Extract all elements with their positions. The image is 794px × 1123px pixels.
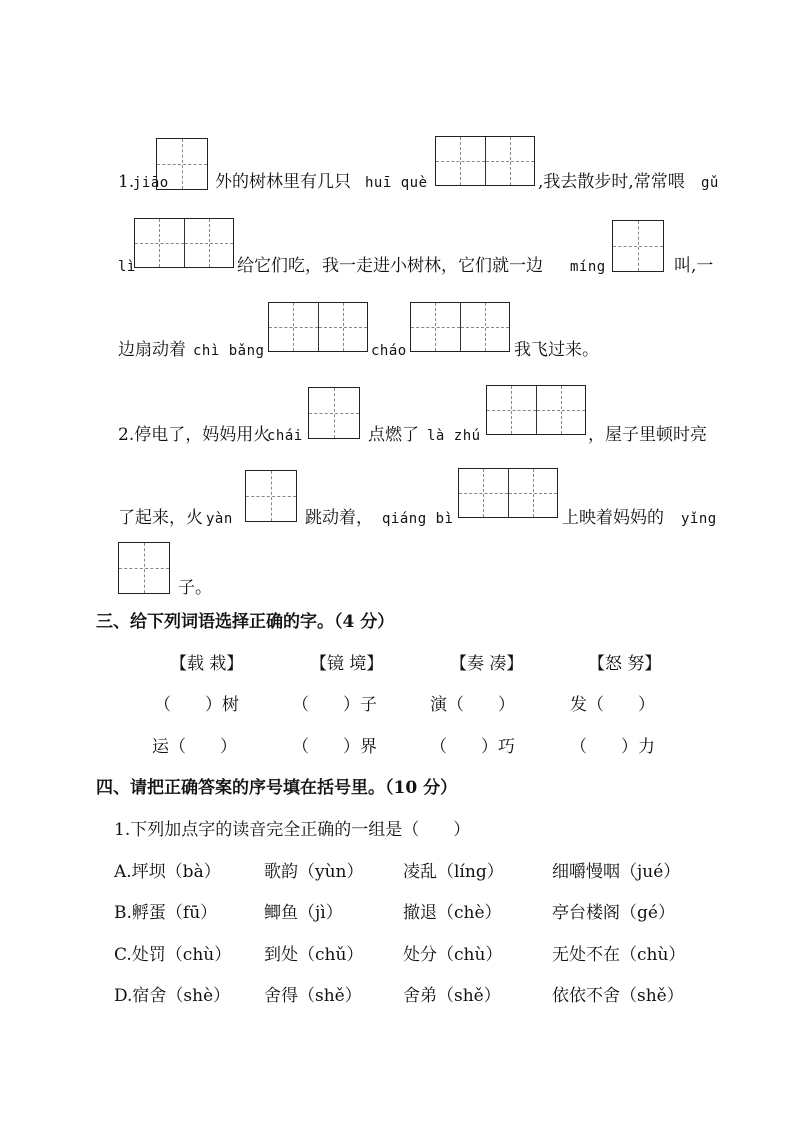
q1-writing-box-chibang[interactable] — [268, 302, 368, 352]
q1-writing-box-chao[interactable] — [410, 302, 510, 352]
q2-pinyin-chai: chái — [267, 428, 303, 444]
q1-text-2: ,我去散步时,常常喂 — [538, 172, 685, 192]
section3-group: 【奏 凑】 — [450, 654, 524, 674]
section3-group: 【载 栽】 — [170, 654, 244, 674]
section3-blank-item[interactable]: 运（ ） — [152, 737, 237, 757]
section3-blank-item[interactable]: （ ）子 — [292, 695, 377, 715]
option-d-word-1: D.宿舍（shè） — [114, 986, 231, 1006]
q1-pinyin-jiao: jiāo — [133, 175, 169, 191]
q2-pinyin-lazhu: là zhú — [427, 428, 481, 444]
option-c-word-1: C.处罚（chù） — [114, 945, 232, 965]
q1-pinyin-ming: míng — [570, 259, 606, 275]
q2-writing-box-yan[interactable] — [245, 470, 297, 522]
q2-text-7: 子。 — [178, 578, 212, 598]
option-b-word-1: B.孵蛋（fū） — [114, 903, 218, 923]
q2-text-2: 点燃了 — [368, 425, 419, 445]
q1-number: 1. — [118, 172, 135, 192]
option-b-word-4: 亭台楼阁（gé） — [552, 903, 675, 923]
section3-blank-item[interactable]: 发（ ） — [570, 695, 655, 715]
q1-writing-box-jiao[interactable] — [156, 138, 208, 190]
q1-writing-box-huique[interactable] — [435, 136, 535, 186]
q2-text-6: 上映着妈妈的 — [562, 508, 664, 528]
option-a-word-3: 凌乱（líng） — [403, 862, 504, 882]
q2-text-3: ，屋子里顿时亮 — [588, 425, 707, 445]
q1-text-1: 外的树林里有几只 — [215, 172, 351, 192]
option-a-word-1: A.坪坝（bà） — [114, 862, 221, 882]
option-a-word-4: 细嚼慢咽（jué） — [552, 862, 681, 882]
section4-title: 四、请把正确答案的序号填在括号里。（10 分） — [96, 778, 458, 798]
q1-pinyin-huique: huī què — [365, 175, 428, 191]
option-d-word-4: 依依不舍（shě） — [552, 986, 684, 1006]
q1-text-6: 我飞过来。 — [514, 340, 599, 360]
q1-text-5: 边扇动着 — [118, 340, 186, 360]
q2-pinyin-ying: yǐng — [681, 511, 717, 527]
section4-question: 1.下列加点字的读音完全正确的一组是（ ） — [114, 820, 471, 840]
option-d-word-3: 舍弟（shě） — [403, 986, 501, 1006]
q2-writing-box-ying[interactable] — [118, 542, 170, 594]
q1-text-3: 给它们吃，我一走进小树林，它们就一边 — [237, 256, 543, 276]
section3-group: 【怒 努】 — [588, 654, 662, 674]
section3-blank-item[interactable]: （ ）界 — [292, 737, 377, 757]
q2-text-4: 了起来，火 — [118, 508, 203, 528]
option-d-word-2: 舍得（shě） — [264, 986, 362, 1006]
q2-writing-box-qiangbi[interactable] — [458, 468, 558, 518]
q1-pinyin-chao: cháo — [371, 343, 407, 359]
section3-group: 【镜 境】 — [310, 654, 384, 674]
option-c-word-3: 处分（chù） — [403, 945, 503, 965]
q1-pinyin-gu: gǔ — [701, 175, 719, 191]
option-c-word-2: 到处（chǔ） — [264, 945, 364, 965]
q2-writing-box-chai[interactable] — [308, 387, 360, 439]
section3-title: 三、给下列词语选择正确的字。（4 分） — [96, 612, 395, 632]
q2-pinyin-qiangbi: qiáng bì — [382, 511, 454, 527]
q1-pinyin-li: lì — [118, 259, 136, 275]
option-b-word-3: 撤退（chè） — [403, 903, 502, 923]
option-c-word-4: 无处不在（chù） — [552, 945, 686, 965]
q2-text-5: 跳动着， — [305, 508, 373, 528]
q1-pinyin-chibang: chì bǎng — [193, 343, 265, 359]
q1-writing-box-guli[interactable] — [134, 218, 234, 268]
q2-pinyin-yan: yàn — [206, 511, 233, 527]
option-b-word-2: 鲫鱼（jì） — [264, 903, 343, 923]
q1-writing-box-ming[interactable] — [612, 220, 664, 272]
section3-blank-item[interactable]: 演（ ） — [430, 695, 515, 715]
section3-blank-item[interactable]: （ ）力 — [570, 737, 655, 757]
option-a-word-2: 歌韵（yùn） — [264, 862, 364, 882]
q2-writing-box-lazhu[interactable] — [486, 385, 586, 435]
section3-blank-item[interactable]: （ ）巧 — [430, 737, 515, 757]
section3-blank-item[interactable]: （ ）树 — [154, 695, 239, 715]
q2-text-1: 2.停电了，妈妈用火 — [118, 425, 271, 445]
q1-text-4: 叫,一 — [674, 256, 714, 276]
